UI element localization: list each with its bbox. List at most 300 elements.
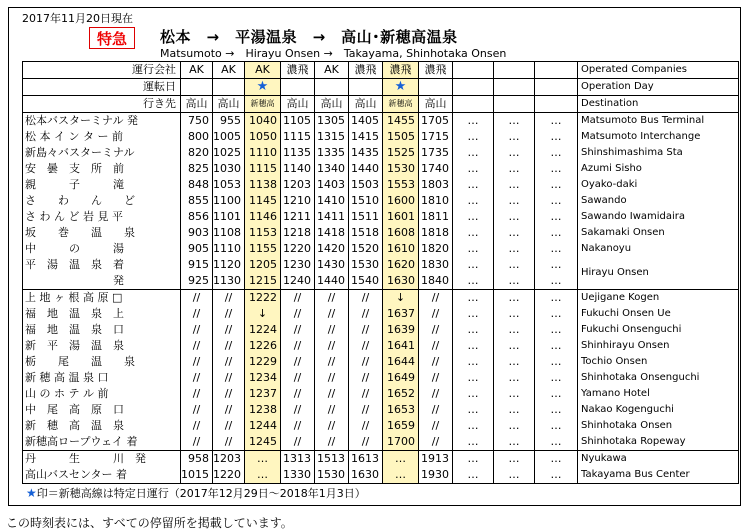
time-cell: … [535, 434, 578, 451]
time-cell: // [419, 338, 453, 354]
destination-cell [494, 96, 535, 113]
time-cell: 825 [181, 161, 213, 177]
footer-note: この時刻表には、すべての停留所を掲載しています。 [6, 516, 293, 530]
table-row [23, 338, 739, 354]
time-cell: 848 [181, 177, 213, 193]
time-cell: // [213, 402, 245, 418]
time-cell: 903 [181, 225, 213, 241]
stop-name-jp: 新島々バスターミナル [23, 145, 181, 161]
stop-name-jp: 福 地 温 泉 口 [23, 322, 181, 338]
time-cell: // [349, 370, 383, 386]
operation-day-cell: ★ [245, 79, 281, 96]
timetable [22, 61, 739, 484]
destination-cell: 高山 [349, 96, 383, 113]
destination-label-en: Destination [578, 96, 739, 113]
time-cell: … [494, 434, 535, 451]
time-cell: 1101 [213, 209, 245, 225]
time-cell: 1244 [245, 418, 281, 434]
operation-day-cell [535, 79, 578, 96]
operator-cell [494, 62, 535, 79]
destination-cell: 新穂高 [245, 96, 281, 113]
time-cell: 1415 [349, 129, 383, 145]
time-cell: // [315, 338, 349, 354]
stop-name-jp: 松 本 イ ン タ ー 前 [23, 129, 181, 145]
time-cell: // [281, 402, 315, 418]
table-row [23, 241, 739, 257]
time-cell: // [213, 418, 245, 434]
time-cell: // [181, 306, 213, 322]
time-cell: 1238 [245, 402, 281, 418]
time-cell: 1229 [245, 354, 281, 370]
time-cell: // [213, 322, 245, 338]
table-row [23, 306, 739, 322]
operator-cell: AK [181, 62, 213, 79]
stop-name-en: Matsumoto Bus Terminal [578, 113, 739, 130]
time-cell: 1220 [213, 467, 245, 484]
time-cell: 1050 [245, 129, 281, 145]
time-cell: // [349, 338, 383, 354]
time-cell: … [535, 193, 578, 209]
time-cell: 1530 [349, 257, 383, 273]
time-cell: // [419, 322, 453, 338]
time-cell: // [419, 306, 453, 322]
operation-day-label: 運転日 [23, 79, 181, 96]
time-cell: 1511 [349, 209, 383, 225]
stop-name-en: Uejigane Kogen [578, 290, 739, 307]
time-cell: 1637 [383, 306, 419, 322]
table-row [23, 322, 739, 338]
time-cell: // [181, 386, 213, 402]
time-cell: … [535, 451, 578, 468]
time-cell: 1518 [349, 225, 383, 241]
table-row [23, 354, 739, 370]
time-cell: // [181, 290, 213, 307]
stop-name-en: Azumi Sisho [578, 161, 739, 177]
table-row [23, 451, 739, 468]
time-cell: 1430 [315, 257, 349, 273]
time-cell: 1410 [315, 193, 349, 209]
time-cell: // [213, 338, 245, 354]
time-cell: … [494, 322, 535, 338]
time-cell: … [535, 306, 578, 322]
time-cell: 1005 [213, 129, 245, 145]
time-cell: 1913 [419, 451, 453, 468]
time-cell: … [383, 467, 419, 484]
time-cell: 1211 [281, 209, 315, 225]
time-cell: // [349, 402, 383, 418]
time-cell: 1810 [419, 193, 453, 209]
time-cell: 1653 [383, 402, 419, 418]
time-cell: 1411 [315, 209, 349, 225]
time-cell: … [494, 451, 535, 468]
operation-day-cell [281, 79, 315, 96]
time-cell: ↓ [245, 306, 281, 322]
time-cell: … [535, 257, 578, 273]
operator-cell: 濃飛 [281, 62, 315, 79]
time-cell: 856 [181, 209, 213, 225]
time-cell: … [535, 129, 578, 145]
time-cell: 1403 [315, 177, 349, 193]
limited-express-badge: 特急 [89, 27, 135, 49]
destination-cell [535, 96, 578, 113]
destination-cell: 新穂高 [383, 96, 419, 113]
stop-name-jp: 栃 尾 温 泉 [23, 354, 181, 370]
time-cell: 1840 [419, 273, 453, 290]
time-cell: // [181, 402, 213, 418]
time-cell: … [453, 418, 494, 434]
stop-name-en: Nakanoyu [578, 241, 739, 257]
time-cell: 1513 [315, 451, 349, 468]
time-cell: … [535, 322, 578, 338]
time-cell: // [349, 354, 383, 370]
time-cell: 1740 [419, 161, 453, 177]
time-cell: // [213, 370, 245, 386]
time-cell: 1210 [281, 193, 315, 209]
time-cell: … [453, 402, 494, 418]
time-cell: // [281, 354, 315, 370]
star-icon: ★ [26, 486, 37, 500]
time-cell: … [535, 402, 578, 418]
time-cell: 1610 [383, 241, 419, 257]
time-cell: 1811 [419, 209, 453, 225]
time-cell: // [315, 290, 349, 307]
time-cell: 1240 [281, 273, 315, 290]
time-cell: 1146 [245, 209, 281, 225]
stop-name-en: Sawando Iwamidaira [578, 209, 739, 225]
time-cell: … [494, 225, 535, 241]
time-cell: 1230 [281, 257, 315, 273]
operation-day-cell: ★ [383, 79, 419, 96]
table-row [23, 467, 739, 484]
time-cell: 1540 [349, 273, 383, 290]
time-cell: // [419, 290, 453, 307]
stop-name-en: Shinhotaka Onsen [578, 418, 739, 434]
time-cell: ↓ [383, 290, 419, 307]
time-cell: // [419, 354, 453, 370]
table-row [23, 370, 739, 386]
time-cell: 1820 [419, 241, 453, 257]
time-cell: 1520 [349, 241, 383, 257]
time-cell: // [181, 418, 213, 434]
time-cell: 1025 [213, 145, 245, 161]
time-cell: … [453, 338, 494, 354]
table-row [23, 290, 739, 307]
time-cell: 1440 [349, 161, 383, 177]
time-cell: … [453, 177, 494, 193]
time-cell: … [453, 434, 494, 451]
destination-cell: 高山 [281, 96, 315, 113]
time-cell: 1608 [383, 225, 419, 241]
time-cell: … [494, 338, 535, 354]
time-cell: … [453, 322, 494, 338]
time-cell: // [315, 370, 349, 386]
time-cell: … [494, 418, 535, 434]
time-cell: 1525 [383, 145, 419, 161]
time-cell: // [419, 386, 453, 402]
time-cell: 1138 [245, 177, 281, 193]
operation-day-label-en: Operation Day [578, 79, 739, 96]
time-cell: 1649 [383, 370, 419, 386]
table-row [23, 257, 739, 273]
time-cell: … [453, 241, 494, 257]
time-cell: // [281, 338, 315, 354]
time-cell: // [181, 322, 213, 338]
operation-day-cell [349, 79, 383, 96]
time-cell: 1440 [315, 273, 349, 290]
stop-name-jp: 中 の 湯 [23, 241, 181, 257]
time-cell: … [453, 467, 494, 484]
stop-name-jp: さ わ ん ど 岩 見 平 [23, 209, 181, 225]
table-row [23, 193, 739, 209]
note-text: 印＝新穂高線は特定日運行（2017年12月29日～2018年1月3日） [36, 487, 366, 500]
time-cell: 1100 [213, 193, 245, 209]
time-cell: … [453, 386, 494, 402]
stop-name-en: Shinhotaka Onsenguchi [578, 370, 739, 386]
stop-name-en: Oyako-daki [578, 177, 739, 193]
time-cell: 1505 [383, 129, 419, 145]
operation-day-cell [494, 79, 535, 96]
time-cell: … [453, 306, 494, 322]
time-cell: // [213, 290, 245, 307]
destination-cell: 高山 [315, 96, 349, 113]
table-row [23, 161, 739, 177]
time-cell: 1108 [213, 225, 245, 241]
time-cell: … [383, 451, 419, 468]
time-cell: … [494, 402, 535, 418]
stop-name-en: Sawando [578, 193, 739, 209]
time-cell: … [535, 161, 578, 177]
time-cell: 1630 [349, 467, 383, 484]
time-cell: … [535, 467, 578, 484]
time-cell: // [349, 290, 383, 307]
table-row [23, 434, 739, 451]
time-cell: 925 [181, 273, 213, 290]
time-cell: … [453, 145, 494, 161]
time-cell: // [281, 418, 315, 434]
time-cell: … [453, 370, 494, 386]
time-cell: 855 [181, 193, 213, 209]
table-row [23, 145, 739, 161]
time-cell: … [453, 257, 494, 273]
time-cell: 1455 [383, 113, 419, 130]
time-cell: // [315, 354, 349, 370]
time-cell: 1053 [213, 177, 245, 193]
time-cell: // [315, 322, 349, 338]
operation-day-cell [181, 79, 213, 96]
stop-name-en: Sakamaki Onsen [578, 225, 739, 241]
time-cell: … [494, 145, 535, 161]
time-cell: // [281, 434, 315, 451]
table-row [23, 402, 739, 418]
time-cell: 1215 [245, 273, 281, 290]
stop-name-en: Nyukawa [578, 451, 739, 468]
time-cell: 955 [213, 113, 245, 130]
operator-cell: 濃飛 [419, 62, 453, 79]
time-cell: 1600 [383, 193, 419, 209]
time-cell: … [535, 113, 578, 130]
time-cell: … [494, 129, 535, 145]
stop-name-jp: 新 穂 高 温 泉 [23, 418, 181, 434]
stop-name-jp: 高山バスセンター 着 [23, 467, 181, 484]
stop-name-jp: 親 子 滝 [23, 177, 181, 193]
time-cell: // [181, 434, 213, 451]
stop-name-jp: 上 地 ヶ 根 高 原 □ [23, 290, 181, 307]
time-cell: 1203 [213, 451, 245, 468]
time-cell: 1435 [349, 145, 383, 161]
stop-name-jp: 丹 生 川 発 [23, 451, 181, 468]
time-cell: … [453, 113, 494, 130]
operator-cell: AK [213, 62, 245, 79]
time-cell: 1641 [383, 338, 419, 354]
time-cell: 1313 [281, 451, 315, 468]
time-cell: 1818 [419, 225, 453, 241]
time-cell: 1110 [245, 145, 281, 161]
time-cell: // [349, 434, 383, 451]
time-cell: 1245 [245, 434, 281, 451]
time-cell: 1115 [245, 161, 281, 177]
time-cell: 800 [181, 129, 213, 145]
stop-name-en: Shinhotaka Ropeway [578, 434, 739, 451]
time-cell: // [281, 322, 315, 338]
operator-cell [535, 62, 578, 79]
time-cell: 1218 [281, 225, 315, 241]
time-cell: … [494, 467, 535, 484]
time-cell: … [494, 354, 535, 370]
time-cell: 1205 [245, 257, 281, 273]
time-cell: 1030 [213, 161, 245, 177]
time-cell: … [453, 193, 494, 209]
stop-name-en: Fukuchi Onsen Ue [578, 306, 739, 322]
time-cell: 1335 [315, 145, 349, 161]
time-cell: … [535, 209, 578, 225]
stop-name-jp: 発 [23, 273, 181, 290]
time-cell: 1503 [349, 177, 383, 193]
time-cell: 1420 [315, 241, 349, 257]
time-cell: … [453, 290, 494, 307]
time-cell: 915 [181, 257, 213, 273]
time-cell: // [419, 434, 453, 451]
table-row [23, 225, 739, 241]
time-cell: 1226 [245, 338, 281, 354]
time-cell: … [535, 241, 578, 257]
time-cell: 1803 [419, 177, 453, 193]
operation-day-cell [213, 79, 245, 96]
time-cell: … [535, 177, 578, 193]
time-cell: // [281, 306, 315, 322]
time-cell: 1639 [383, 322, 419, 338]
time-cell: 1930 [419, 467, 453, 484]
time-cell: 1315 [315, 129, 349, 145]
time-cell: 1700 [383, 434, 419, 451]
time-cell: … [245, 451, 281, 468]
stop-name-jp: 福 地 温 泉 上 [23, 306, 181, 322]
time-cell: // [213, 434, 245, 451]
stop-name-jp: 坂 巻 温 泉 [23, 225, 181, 241]
table-row [23, 386, 739, 402]
time-cell: 1652 [383, 386, 419, 402]
time-cell: 1530 [383, 161, 419, 177]
time-cell: 1735 [419, 145, 453, 161]
stop-name-en: Hirayu Onsen [578, 257, 739, 290]
time-cell: 1644 [383, 354, 419, 370]
operation-day-cell [453, 79, 494, 96]
table-row [23, 113, 739, 130]
time-cell: … [535, 338, 578, 354]
time-cell: // [419, 402, 453, 418]
time-cell: // [213, 306, 245, 322]
stop-name-jp: 山 の ホ テ ル 前 [23, 386, 181, 402]
stop-name-en: Fukuchi Onsenguchi [578, 322, 739, 338]
time-cell: // [349, 322, 383, 338]
time-cell: 1705 [419, 113, 453, 130]
time-cell: // [349, 418, 383, 434]
time-cell: // [315, 386, 349, 402]
time-cell: 1115 [281, 129, 315, 145]
time-cell: // [213, 386, 245, 402]
time-cell: … [453, 161, 494, 177]
time-cell: … [535, 225, 578, 241]
time-cell: // [281, 386, 315, 402]
time-cell: 1105 [281, 113, 315, 130]
stop-name-jp: 平 湯 温 泉 着 [23, 257, 181, 273]
time-cell: … [535, 418, 578, 434]
time-cell: 1015 [181, 467, 213, 484]
time-cell: 905 [181, 241, 213, 257]
time-cell: // [315, 418, 349, 434]
time-cell: // [349, 386, 383, 402]
stop-name-en: Matsumoto Interchange [578, 129, 739, 145]
time-cell: … [494, 113, 535, 130]
stop-name-en: Yamano Hotel [578, 386, 739, 402]
time-cell: 1659 [383, 418, 419, 434]
time-cell: 1237 [245, 386, 281, 402]
time-cell: 1130 [213, 273, 245, 290]
operator-cell [453, 62, 494, 79]
operator-cell: AK [315, 62, 349, 79]
time-cell: 1153 [245, 225, 281, 241]
table-row [23, 209, 739, 225]
time-cell: // [281, 290, 315, 307]
time-cell: … [494, 306, 535, 322]
time-cell: … [494, 241, 535, 257]
time-cell: 1220 [281, 241, 315, 257]
time-cell: … [494, 386, 535, 402]
operator-label: 運行会社 [23, 62, 181, 79]
time-cell: 1601 [383, 209, 419, 225]
time-cell: … [535, 273, 578, 290]
destination-cell [453, 96, 494, 113]
time-cell: … [494, 209, 535, 225]
time-cell: 1715 [419, 129, 453, 145]
table-row [23, 418, 739, 434]
time-cell: // [281, 370, 315, 386]
time-cell: … [453, 354, 494, 370]
stop-name-jp: さ わ ん ど [23, 193, 181, 209]
time-cell: 1510 [349, 193, 383, 209]
stop-name-jp: 松本バスターミナル 発 [23, 113, 181, 130]
time-cell: 1305 [315, 113, 349, 130]
time-cell: … [494, 193, 535, 209]
stop-name-en: Shinhirayu Onsen [578, 338, 739, 354]
time-cell: 750 [181, 113, 213, 130]
time-cell: 1224 [245, 322, 281, 338]
time-cell: 1620 [383, 257, 419, 273]
time-cell: … [535, 370, 578, 386]
time-cell: … [453, 273, 494, 290]
time-cell: 1830 [419, 257, 453, 273]
stop-name-jp: 新 穂 高 温 泉 口 [23, 370, 181, 386]
stop-name-en: Takayama Bus Center [578, 467, 739, 484]
